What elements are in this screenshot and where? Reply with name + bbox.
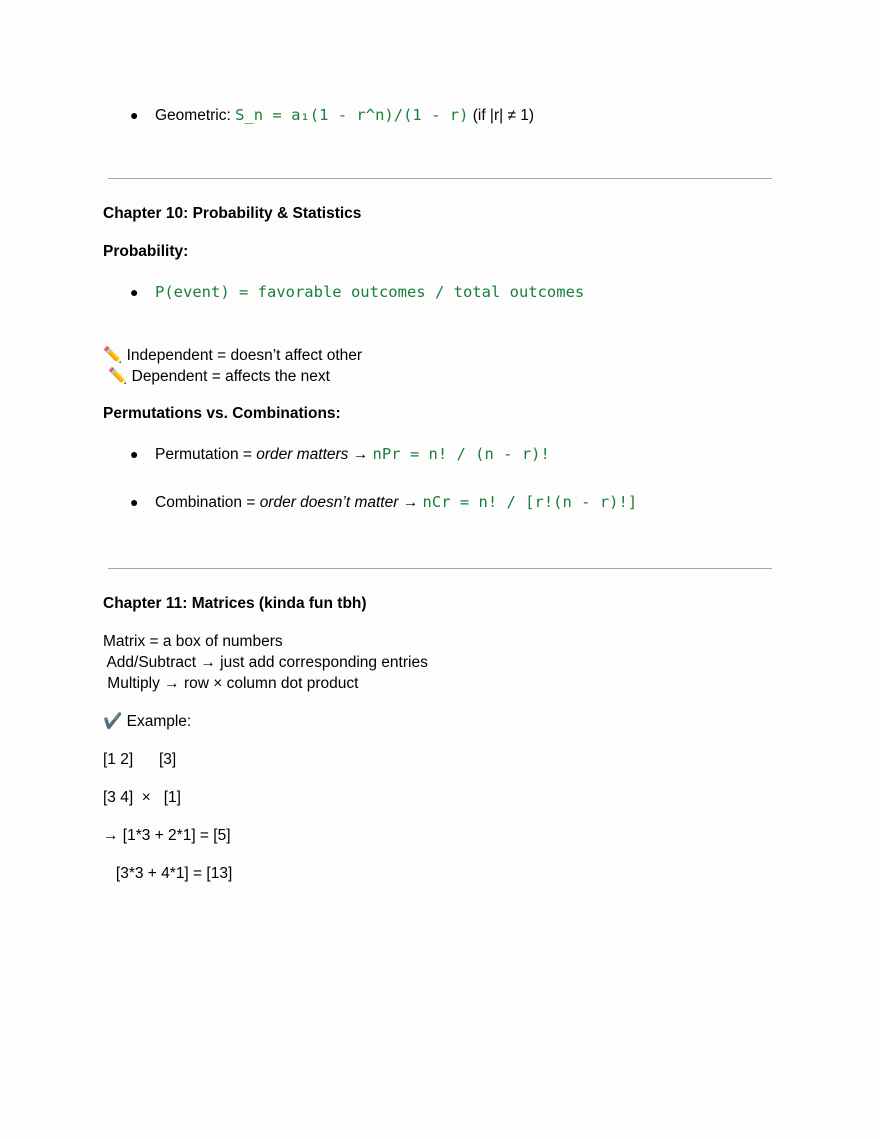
permutation-item bbox=[155, 444, 550, 465]
bullet-icon: ● bbox=[130, 284, 139, 300]
geometric-formula: S_n = a₁(1 - r^n)/(1 - r) bbox=[235, 106, 469, 124]
divider bbox=[108, 178, 772, 179]
arrow: → bbox=[398, 494, 423, 511]
matrix-row-1: [1 2] [3] bbox=[103, 751, 177, 768]
permutation-label: Permutation = bbox=[155, 446, 257, 463]
independent-text: Independent = doesn’t affect other bbox=[122, 347, 363, 364]
permutation-emphasis: order matters bbox=[256, 446, 349, 463]
combination-label: Combination = bbox=[155, 494, 260, 511]
probability-formula: P(event) = favorable outcomes / total outcomes bbox=[155, 283, 585, 301]
arrow: → bbox=[348, 446, 373, 463]
dependent-text: Dependent = affects the next bbox=[127, 368, 330, 385]
example-label: Example: bbox=[122, 713, 192, 730]
permutations-heading: Permutations vs. Combinations: bbox=[103, 405, 341, 422]
probability-heading: Probability: bbox=[103, 243, 189, 260]
geometric-condition: (if |r| ≠ 1) bbox=[468, 107, 535, 124]
result-row-1: → [1*3 + 2*1] = [5] bbox=[103, 827, 231, 844]
dependent-note bbox=[108, 366, 330, 387]
combination-emphasis: order doesn’t matter bbox=[259, 494, 399, 511]
geometric-label: Geometric: bbox=[155, 107, 236, 124]
chapter-11-title: Chapter 11: Matrices (kinda fun tbh) bbox=[103, 595, 367, 612]
permutation-formula: nPr = n! / (n - r)! bbox=[372, 445, 550, 463]
bullet-icon: ● bbox=[130, 446, 139, 462]
combination-item bbox=[155, 492, 637, 513]
pencil-icon: ✏️ bbox=[103, 346, 123, 364]
bullet-icon: ● bbox=[130, 494, 139, 510]
multiply-rule: Multiply → row × column dot product bbox=[103, 675, 359, 692]
combination-formula: nCr = n! / [r!(n - r)!] bbox=[422, 493, 638, 511]
example-heading bbox=[103, 711, 191, 732]
result-row-2: [3*3 + 4*1] = [13] bbox=[103, 865, 233, 882]
chapter-10-title: Chapter 10: Probability & Statistics bbox=[103, 205, 362, 222]
independent-note bbox=[103, 345, 362, 366]
check-mark-icon: ✔️ bbox=[103, 712, 123, 730]
add-subtract-rule: Add/Subtract → just add corresponding entries bbox=[103, 654, 428, 671]
divider bbox=[108, 568, 772, 569]
pencil-icon: ✏️ bbox=[108, 367, 128, 385]
geometric-item bbox=[155, 105, 534, 126]
bullet-icon: ● bbox=[130, 107, 139, 123]
matrix-row-2: [3 4] × [1] bbox=[103, 789, 181, 806]
matrix-definition: Matrix = a box of numbers bbox=[103, 633, 283, 650]
